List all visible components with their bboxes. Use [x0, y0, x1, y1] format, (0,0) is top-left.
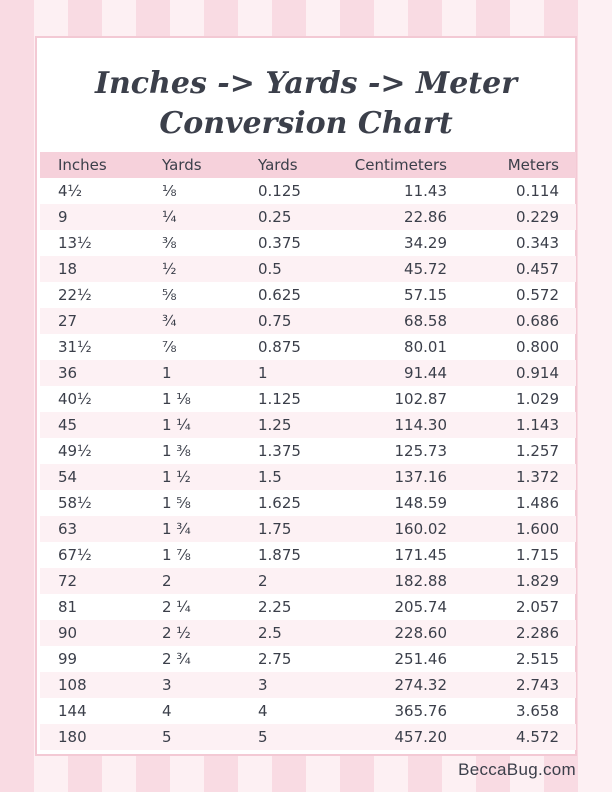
cell-centimeters: 80.01: [404, 338, 447, 356]
header-centimeters: Centimeters: [354, 156, 447, 174]
cell-yards-decimal: 2.5: [258, 624, 282, 642]
table-row: [40, 620, 576, 646]
cell-meters: 0.229: [516, 208, 559, 226]
cell-inches: 31½: [58, 338, 92, 356]
brand-watermark: BeccaBug.com: [458, 760, 576, 779]
cell-inches: 36: [58, 364, 78, 382]
header-meters: Meters: [507, 156, 559, 174]
cell-yards-decimal: 1.625: [258, 494, 301, 512]
cell-yards-decimal: 1.5: [258, 468, 282, 486]
table-row: [40, 438, 576, 464]
cell-inches: 72: [58, 572, 78, 590]
cell-yards-fraction: 1 ⅞: [162, 546, 191, 564]
cell-yards-fraction: 5: [162, 728, 172, 746]
table-row: [40, 646, 576, 672]
cell-inches: 27: [58, 312, 78, 330]
cell-yards-decimal: 2: [258, 572, 268, 590]
cell-yards-fraction: 2 ½: [162, 624, 191, 642]
table-row: [40, 386, 576, 412]
cell-yards-fraction: ⅞: [162, 338, 177, 356]
cell-yards-fraction: 1 ¾: [162, 520, 191, 538]
table-row: [40, 282, 576, 308]
cell-yards-decimal: 1: [258, 364, 268, 382]
table-row: [40, 360, 576, 386]
cell-yards-decimal: 5: [258, 728, 268, 746]
cell-inches: 54: [58, 468, 78, 486]
chart-card: [35, 36, 577, 756]
cell-meters: 1.372: [516, 468, 559, 486]
cell-meters: 0.800: [516, 338, 559, 356]
table-row: [40, 230, 576, 256]
cell-centimeters: 114.30: [394, 416, 447, 434]
cell-centimeters: 91.44: [404, 364, 447, 382]
cell-inches: 40½: [58, 390, 92, 408]
table-row: [40, 256, 576, 282]
table-row: [40, 542, 576, 568]
table-row: [40, 412, 576, 438]
cell-meters: 3.658: [516, 702, 559, 720]
cell-yards-fraction: ⅜: [162, 234, 177, 252]
cell-centimeters: 365.76: [394, 702, 447, 720]
cell-meters: 0.114: [516, 182, 559, 200]
cell-centimeters: 45.72: [404, 260, 447, 278]
cell-centimeters: 160.02: [394, 520, 447, 538]
header-yards-fraction: Yards: [162, 156, 202, 174]
cell-yards-fraction: 3: [162, 676, 172, 694]
cell-inches: 58½: [58, 494, 92, 512]
table-row: [40, 334, 576, 360]
cell-meters: 2.743: [516, 676, 559, 694]
table-header-row: [40, 152, 576, 178]
table-row: [40, 204, 576, 230]
cell-inches: 18: [58, 260, 78, 278]
cell-yards-decimal: 0.75: [258, 312, 292, 330]
cell-centimeters: 171.45: [394, 546, 447, 564]
conversion-table: [40, 152, 576, 750]
cell-meters: 1.829: [516, 572, 559, 590]
table-row: [40, 568, 576, 594]
cell-meters: 0.686: [516, 312, 559, 330]
cell-yards-decimal: 1.875: [258, 546, 301, 564]
cell-yards-fraction: 1 ½: [162, 468, 191, 486]
cell-meters: 1.257: [516, 442, 559, 460]
cell-yards-decimal: 1.375: [258, 442, 301, 460]
cell-inches: 49½: [58, 442, 92, 460]
cell-yards-decimal: 1.125: [258, 390, 301, 408]
table-row: [40, 672, 576, 698]
cell-yards-fraction: ⅛: [162, 182, 177, 200]
cell-meters: 2.515: [516, 650, 559, 668]
cell-centimeters: 34.29: [404, 234, 447, 252]
cell-centimeters: 57.15: [404, 286, 447, 304]
header-yards-decimal: Yards: [258, 156, 298, 174]
cell-meters: 0.572: [516, 286, 559, 304]
cell-inches: 90: [58, 624, 78, 642]
table-body: [40, 178, 576, 750]
title-line-2: Conversion Chart: [159, 106, 453, 141]
cell-centimeters: 125.73: [394, 442, 447, 460]
cell-centimeters: 205.74: [394, 598, 447, 616]
cell-centimeters: 11.43: [404, 182, 447, 200]
cell-yards-fraction: 2 ¾: [162, 650, 191, 668]
cell-yards-fraction: ½: [162, 260, 177, 278]
cell-yards-decimal: 4: [258, 702, 268, 720]
table-row: [40, 490, 576, 516]
cell-yards-fraction: 1: [162, 364, 172, 382]
cell-yards-fraction: 1 ⅛: [162, 390, 191, 408]
cell-inches: 9: [58, 208, 68, 226]
cell-centimeters: 148.59: [394, 494, 447, 512]
cell-inches: 108: [58, 676, 87, 694]
cell-inches: 81: [58, 598, 78, 616]
cell-yards-decimal: 1.75: [258, 520, 292, 538]
cell-yards-decimal: 0.25: [258, 208, 292, 226]
cell-inches: 63: [58, 520, 78, 538]
cell-centimeters: 228.60: [394, 624, 447, 642]
cell-meters: 1.486: [516, 494, 559, 512]
cell-yards-decimal: 2.75: [258, 650, 292, 668]
table-row: [40, 724, 576, 750]
cell-yards-fraction: ¾: [162, 312, 177, 330]
cell-meters: 0.914: [516, 364, 559, 382]
cell-inches: 99: [58, 650, 78, 668]
title-line-1: Inches -> Yards -> Meter: [94, 66, 518, 101]
cell-centimeters: 68.58: [404, 312, 447, 330]
header-inches: Inches: [58, 156, 107, 174]
cell-yards-fraction: ¼: [162, 208, 177, 226]
cell-yards-fraction: 2: [162, 572, 172, 590]
cell-yards-decimal: 0.5: [258, 260, 282, 278]
cell-centimeters: 137.16: [394, 468, 447, 486]
table-row: [40, 308, 576, 334]
cell-inches: 22½: [58, 286, 92, 304]
cell-meters: 1.029: [516, 390, 559, 408]
table-row: [40, 464, 576, 490]
cell-centimeters: 251.46: [394, 650, 447, 668]
cell-inches: 180: [58, 728, 87, 746]
cell-yards-decimal: 0.125: [258, 182, 301, 200]
cell-meters: 2.057: [516, 598, 559, 616]
cell-centimeters: 274.32: [394, 676, 447, 694]
cell-yards-fraction: 1 ¼: [162, 416, 191, 434]
cell-centimeters: 457.20: [394, 728, 447, 746]
cell-yards-fraction: 4: [162, 702, 172, 720]
cell-meters: 1.715: [516, 546, 559, 564]
cell-inches: 4½: [58, 182, 83, 200]
cell-centimeters: 22.86: [404, 208, 447, 226]
table-row: [40, 516, 576, 542]
cell-yards-decimal: 3: [258, 676, 268, 694]
cell-inches: 13½: [58, 234, 92, 252]
cell-meters: 2.286: [516, 624, 559, 642]
cell-yards-fraction: 2 ¼: [162, 598, 191, 616]
cell-yards-decimal: 0.375: [258, 234, 301, 252]
cell-yards-fraction: 1 ⅜: [162, 442, 191, 460]
cell-yards-decimal: 0.625: [258, 286, 301, 304]
cell-meters: 0.343: [516, 234, 559, 252]
cell-inches: 45: [58, 416, 78, 434]
cell-meters: 4.572: [516, 728, 559, 746]
cell-yards-decimal: 2.25: [258, 598, 292, 616]
cell-yards-decimal: 0.875: [258, 338, 301, 356]
cell-meters: 1.143: [516, 416, 559, 434]
cell-yards-decimal: 1.25: [258, 416, 292, 434]
cell-centimeters: 102.87: [394, 390, 447, 408]
cell-yards-fraction: ⅝: [162, 286, 177, 304]
table-row: [40, 594, 576, 620]
cell-meters: 0.457: [516, 260, 559, 278]
cell-centimeters: 182.88: [394, 572, 447, 590]
page-title: [37, 64, 575, 144]
table-row: [40, 178, 576, 204]
table-row: [40, 698, 576, 724]
cell-meters: 1.600: [516, 520, 559, 538]
cell-yards-fraction: 1 ⅝: [162, 494, 191, 512]
cell-inches: 67½: [58, 546, 92, 564]
cell-inches: 144: [58, 702, 87, 720]
